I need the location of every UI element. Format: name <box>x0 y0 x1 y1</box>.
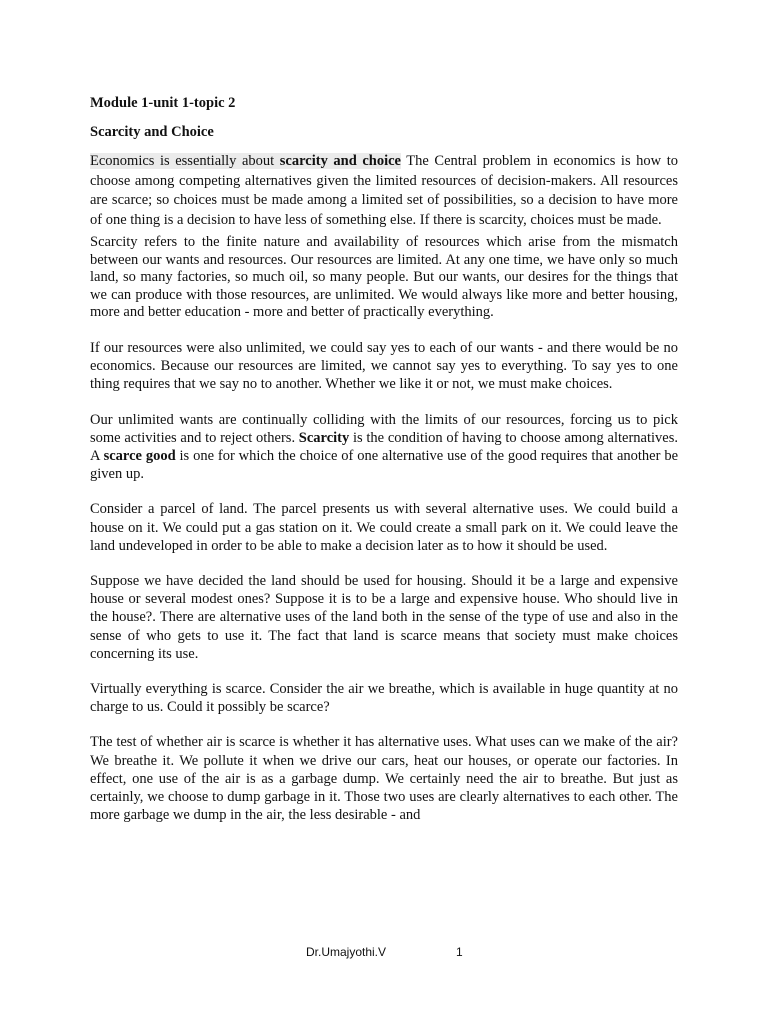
highlight-lead: Economics is essentially about <box>90 153 280 169</box>
highlighted-text <box>90 153 401 169</box>
paragraph-air-test: The test of whether air is scarce is whether it has alternative uses. What uses can we make of the air? We breathe it. We pollute it when we drive our cars, heat our houses, or operate our factories. In effect, one use of the air is as a garbage dump. We certainly need the air to breathe. But just as certainly, we choose to dump garbage in it. Those two uses are clearly alternatives to each other. The more garbage we dump in the air, the less desirable - and <box>90 734 678 824</box>
scarcity-choice-term: scarcity and choice <box>279 153 401 169</box>
page-number: 1 <box>456 945 463 959</box>
paragraph-housing: Suppose we have decided the land should be used for housing. Should it be a large and expensive house or several modest ones? Suppose it is to be a large and expensive house. Who should live in the house?. There are alternative uses of the land both in the sense of the type of use and also in the sense of who gets to use it. The fact that land is scarce means that society must make choices concerning its use. <box>90 573 678 662</box>
text-run: is the condition of having to choose among alternatives. A <box>90 429 678 464</box>
paragraph-scarcity-definition: Scarcity refers to the finite nature and availability of resources which arise from the mismatch between our wants and resources. Our resources are limited. At any one time, we have only so much land, so many factories, so much oil, so many people. But our wants, our desires for the things that we can produce with those resources, are unlimited. We would always like more and better housing, more and better education - more and better of practically everything. <box>90 234 678 321</box>
term-scarcity: Scarcity <box>298 429 350 446</box>
section-heading: Scarcity and Choice <box>90 124 214 140</box>
paragraph-land-parcel: Consider a parcel of land. The parcel presents us with several alternative uses. We could build a house on it. We could put a gas station on it. We could create a small park on it. We could leave the land undeveloped in order to be able to make a decision later as to how it should be used. <box>90 501 678 554</box>
paragraph-unlimited-resources: If our resources were also unlimited, we could say yes to each of our wants - and there would be no economics. Because our resources are limited, we cannot say yes to everything. To say yes to one thing requires that we say no to another. Whether we like it or not, we must make choices. <box>90 339 678 393</box>
document-page <box>90 93 678 841</box>
paragraph-intro-rest: The Central problem in economics is how to choose among competing alternatives given the limited resources of decision-makers. All resources are scarce; so choices must be made among a limited set of possibilities, so a decision to have more of one thing is a decision to have less of something else. If there is scarcity, choices must be made. <box>90 153 678 228</box>
document-title: Module 1-unit 1-topic 2 <box>90 95 236 111</box>
text-run: Our unlimited wants are continually colliding with the limits of our resources, forcing us to pick some activities and to reject others. <box>90 411 678 446</box>
footer-author: Dr.Umajyothi.V <box>306 945 387 959</box>
term-scarce-good: scarce good <box>103 447 176 464</box>
paragraph-scarce-good <box>90 411 678 484</box>
page-footer <box>0 945 768 961</box>
paragraph-intro <box>90 152 678 230</box>
paragraph-air: Virtually everything is scarce. Consider the air we breathe, which is available in huge quantity at no charge to us. Could it possibly be scarce? <box>90 681 678 716</box>
text-run: is one for which the choice of one alternative use of the good requires that another be given up. <box>90 447 679 483</box>
